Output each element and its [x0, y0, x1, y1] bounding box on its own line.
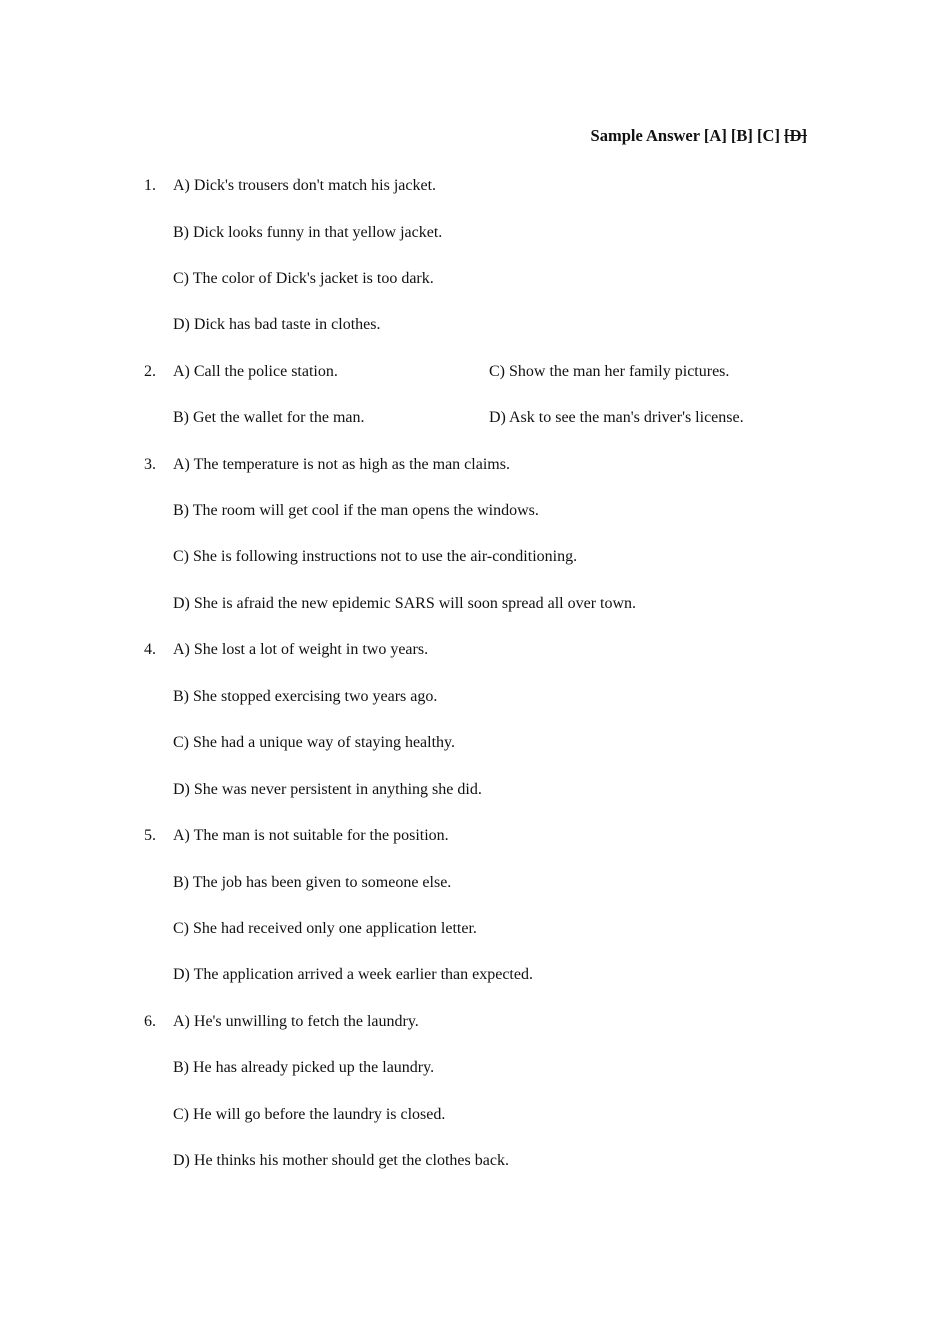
question-5-option-c: C) She had received only one application letter. — [173, 920, 477, 937]
question-3-option-b: B) The room will get cool if the man opens the windows. — [173, 502, 539, 519]
sample-answer-text: Sample Answer [A] [B] [C] — [590, 126, 780, 145]
question-3-option-a: A) The temperature is not as high as the man claims. — [173, 456, 510, 473]
question-6-number: 6. — [144, 1013, 156, 1030]
question-4-number: 4. — [144, 641, 156, 658]
question-5-number: 5. — [144, 827, 156, 844]
question-2-option-a: A) Call the police station. — [173, 363, 338, 380]
question-2-option-b: B) Get the wallet for the man. — [173, 409, 365, 426]
question-4-option-b: B) She stopped exercising two years ago. — [173, 688, 438, 705]
question-5-option-a: A) The man is not suitable for the position. — [173, 827, 449, 844]
question-4-option-a: A) She lost a lot of weight in two years. — [173, 641, 429, 658]
question-1-option-d: D) Dick has bad taste in clothes. — [173, 316, 381, 333]
question-4-option-c: C) She had a unique way of staying healthy. — [173, 734, 456, 751]
sample-answer-heading — [591, 126, 807, 146]
question-2-number: 2. — [144, 363, 156, 380]
question-6-option-b: B) He has already picked up the laundry. — [173, 1059, 435, 1076]
question-6-option-c: C) He will go before the laundry is closed. — [173, 1106, 446, 1123]
question-6-option-a: A) He's unwilling to fetch the laundry. — [173, 1013, 419, 1030]
question-1-number: 1. — [144, 177, 156, 194]
question-2-option-d: D) Ask to see the man's driver's license. — [489, 409, 744, 426]
question-4-option-d: D) She was never persistent in anything she did. — [173, 781, 482, 798]
question-3-option-d: D) She is afraid the new epidemic SARS will soon spread all over town. — [173, 595, 637, 612]
question-1-option-b: B) Dick looks funny in that yellow jacket. — [173, 224, 443, 241]
sample-answer-struck-option: [D] — [784, 126, 807, 145]
question-3-option-c: C) She is following instructions not to use the air-conditioning. — [173, 548, 578, 565]
question-3-number: 3. — [144, 456, 156, 473]
question-5-option-b: B) The job has been given to someone else. — [173, 874, 452, 891]
question-2-option-c: C) Show the man her family pictures. — [489, 363, 730, 380]
question-1-option-c: C) The color of Dick's jacket is too dark. — [173, 270, 434, 287]
question-1-option-a: A) Dick's trousers don't match his jacket. — [173, 177, 437, 194]
question-6-option-d: D) He thinks his mother should get the clothes back. — [173, 1152, 509, 1169]
question-5-option-d: D) The application arrived a week earlier than expected. — [173, 966, 533, 983]
